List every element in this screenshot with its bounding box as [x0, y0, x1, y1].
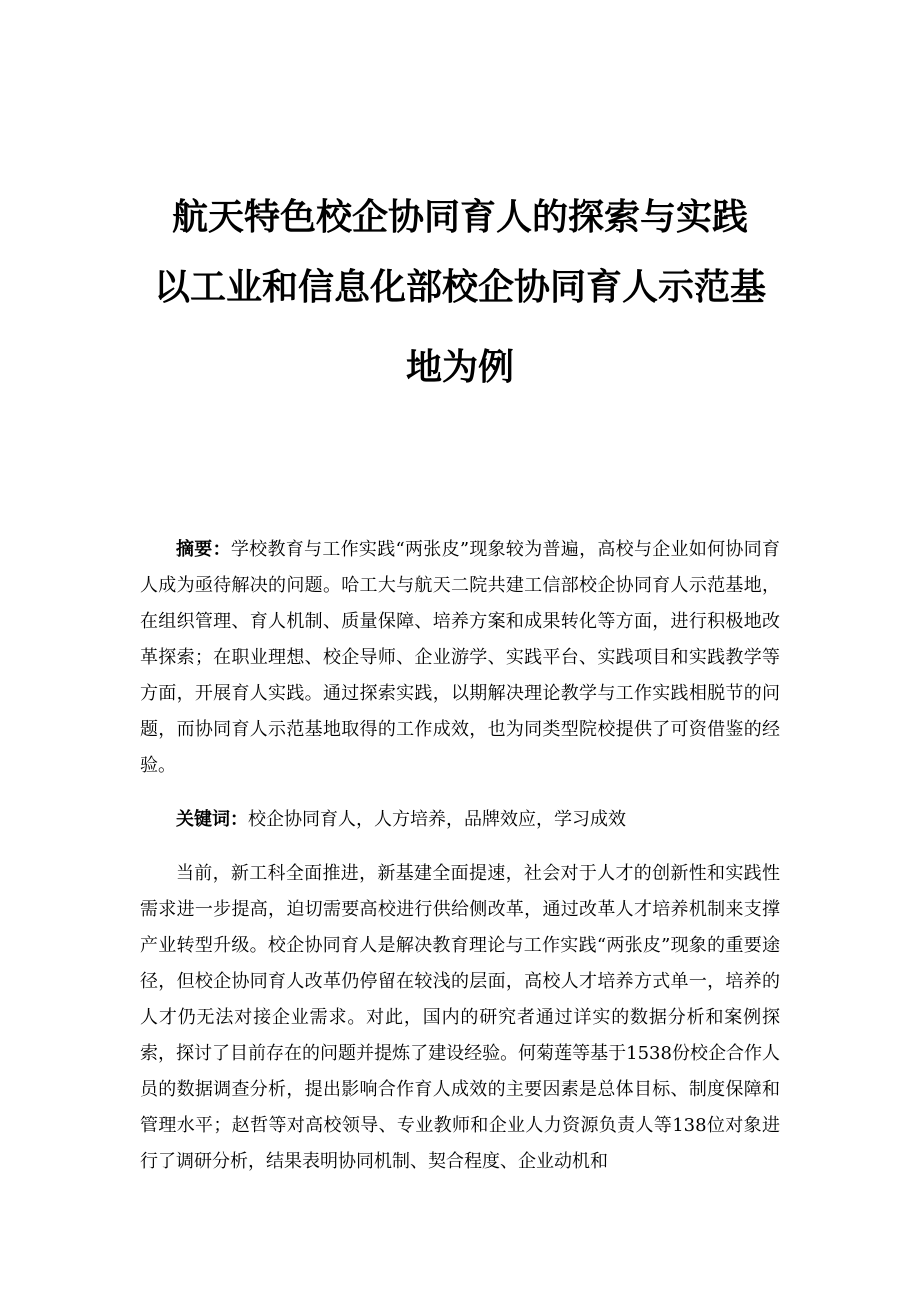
title-line-2: 以工业和信息化部校企协同育人示范基 [153, 267, 766, 308]
abstract-label: 摘要： [176, 539, 231, 560]
title-line-1: 航天特色校企协同育人的探索与实践 [171, 197, 748, 238]
abstract-paragraph [140, 532, 780, 784]
abstract-text: 学校教育与工作实践“两张皮”现象较为普遍，高校与企业如何协同育人成为亟待解决的问题。哈工大与航天二院共建工信部校企协同育人示范基地，在组织管理、育人机制、质量保障、培养方案和成果转化等方面，进行积极地改革探索；在职业理想、校企导师、企业游学、实践平台、实践项目和实践教学等方面，开展育人实践。通过探索实践，以期解决理论教学与工作实践相脱节的问题，而协同育人示范基地取得的工作成效，也为同类型院校提供了可资借鉴的经验。 [140, 539, 780, 776]
keywords-section [140, 802, 780, 838]
body-paragraph: 当前，新工科全面推进，新基建全面提速，社会对于人才的创新性和实践性需求进一步提高，迫切需要高校进行供给侧改革，通过改革人才培养机制来支撑产业转型升级。校企协同育人是解决教育理论与工作实践“两张皮”现象的重要途径，但校企协同育人改革仍停留在较浅的层面，高校人才培养方式单一，培养的人才仍无法对接企业需求。对此，国内的研究者通过详实的数据分析和案例探索，探讨了目前存在的问题并提炼了建设经验。何菊莲等基于1538份校企合作人员的数据调查分析，提出影响合作育人成效的主要因素是总体目标、制度保障和管理水平；赵哲等对高校领导、专业教师和企业人力资源负责人等138位对象进行了调研分析，结果表明协同机制、契合程度、企业动机和 [140, 863, 780, 1172]
keywords-text: 校企协同育人，人方培养，品牌效应，学习成效 [248, 809, 626, 830]
keywords-label: 关键词： [176, 809, 248, 830]
title-line-3: 地为例 [405, 347, 514, 388]
keywords-paragraph [140, 802, 780, 838]
body-section [140, 856, 780, 1180]
abstract-section [140, 532, 780, 784]
